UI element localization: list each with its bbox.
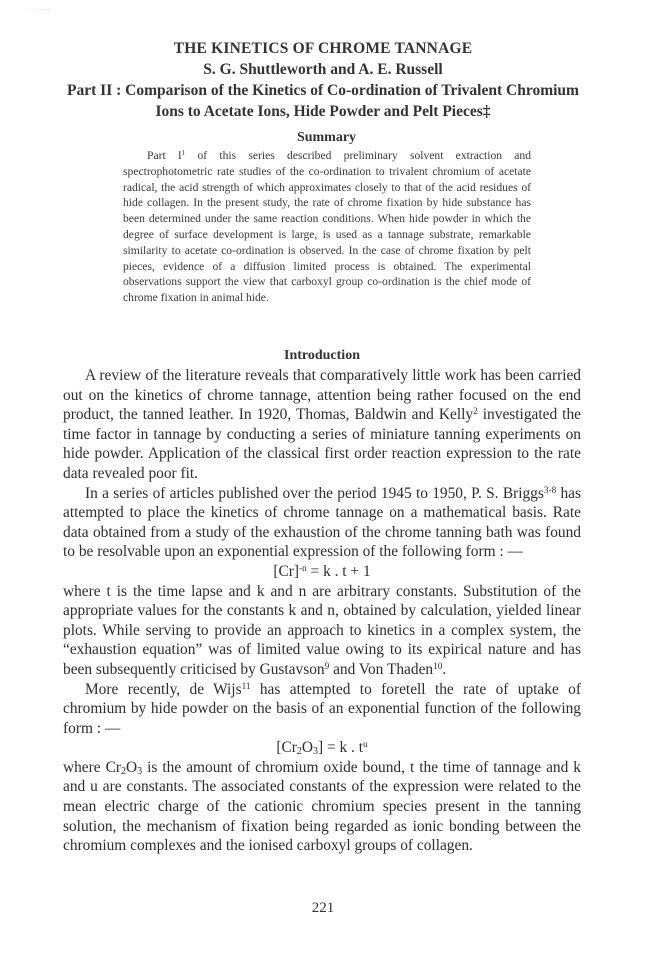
- equation-exponent: -n: [298, 562, 307, 573]
- equation-text: O: [301, 739, 313, 757]
- intro-paragraph-3: [63, 582, 581, 680]
- summary-text: of this series described preliminary solvent extraction and spectrophotometric rate studies of the co-ordination to trivalent chromium of acetate radical, the acid strength of which approximates closely to that of the acid residues of hide collagen. In the present study, the rate of chrome fixation by hide substance has been determined under the same reaction conditions. When hide powder in which the degree of surface development is large, is used as a tannage substrate, remarkable similarity to acetate co-ordination is observed. In the case of chrome fixation by pelt pieces, evidence of a diffusion limited process is obtained. The experimental observations support the view that carboxyl group co-ordination is the chief mode of chrome fixation in animal hide.: [123, 149, 532, 305]
- equation-subscript: 2: [296, 746, 302, 758]
- intro-paragraph-1: [63, 366, 581, 484]
- summary-heading: Summary: [296, 130, 357, 145]
- equation-exhaustion: [63, 562, 581, 582]
- summary-section: [123, 148, 531, 306]
- article-subtitle-line-2: Ions to Acetate Ions, Hide Powder and Pelt Pieces‡: [155, 103, 491, 120]
- paragraph-text: A review of the literature reveals that comparatively little work has been carried out on the kinetics of chrome tannage, attention being rather focused on the end product, the tanned leather. In 1920, Thomas, Baldwin and Kelly: [63, 367, 581, 424]
- equation-subscript: 3: [313, 746, 318, 758]
- equation-text: ] = k . t: [318, 739, 364, 757]
- reference-marker: 1: [181, 149, 186, 158]
- paragraph-text: More recently, de Wijs: [85, 680, 242, 698]
- summary-paragraph: [123, 148, 531, 306]
- article-subtitle-line-1: Part II : Comparison of the Kinetics of Co-ordination of Trivalent Chromium: [67, 82, 579, 99]
- paragraph-text: investigated the time factor in tannage by conducting a series of miniature tanning experiments on hide powder. Application of the classical first order reaction expression to the rate data revealed poor fit.: [63, 406, 581, 482]
- paragraph-text: .: [442, 660, 447, 678]
- paragraph-text: is the amount of chromium oxide bound, t the time of tannage and k and u are constants. The associated constants of the expression were related to the mean electric charge of the cationic chromium species present in the tanning solution, the mechanism of fixation being regarded as ionic bonding between the chromium complexes and the ionised carboxyl groups of collagen.: [63, 758, 581, 855]
- paragraph-text: In a series of articles published over the period 1945 to 1950, P. S. Briggs: [85, 484, 544, 502]
- reference-marker: 3-8: [543, 484, 557, 495]
- article-authors: S. G. Shuttleworth and A. E. Russell: [203, 61, 443, 78]
- paragraph-text: where Cr: [63, 758, 121, 776]
- intro-paragraph-2: [63, 484, 581, 562]
- page-number: 221: [311, 900, 335, 916]
- paragraph-text: where t is the time lapse and k and n are arbitrary constants. Substitution of the appropriate values for the constants k and n, obtained by calculation, yielded linear plots. While serving to provide an approach to kinetics in a complex system, the “exhaustion equation” was of limited value owing to its expirical nature and has been subsequently criticised by Gustavson: [63, 582, 581, 678]
- formula-subscript: 3: [137, 765, 143, 777]
- paragraph-text: has attempted to place the kinetics of chrome tannage on a mathematical basis. Rate data obtained from a study of the exhaustion of the chrome tanning bath was found to be resolvable upon an exponential expression of the following form : —: [63, 484, 581, 561]
- equation-text: [Cr]: [273, 562, 299, 580]
- introduction-heading: Introduction: [284, 348, 360, 363]
- article-title: THE KINETICS OF CHROME TANNAGE: [173, 40, 473, 57]
- paragraph-text: and Von Thaden: [329, 660, 434, 678]
- equation-text: = k . t + 1: [306, 562, 371, 580]
- reference-marker: 11: [241, 680, 251, 691]
- paragraph-text: has attempted to foretell the rate of uptake of chromium by hide powder on the basis of an exponential function of the following form : —: [63, 680, 581, 737]
- introduction-section: [63, 366, 581, 856]
- summary-text: Part I: [147, 149, 182, 162]
- intro-paragraph-4: [63, 680, 581, 739]
- scan-artifact-mark: · ···~·~: [28, 8, 51, 13]
- equation-de-wijs: [63, 738, 581, 758]
- reference-marker: 10: [433, 660, 443, 671]
- reference-marker: 9: [324, 660, 330, 671]
- intro-paragraph-5: [63, 758, 581, 856]
- equation-text: [Cr: [276, 739, 297, 757]
- formula-subscript: 2: [121, 765, 126, 777]
- article-header: [40, 38, 606, 122]
- reference-marker: 2: [473, 406, 478, 417]
- equation-exponent: u: [363, 739, 368, 750]
- paragraph-text: O: [126, 758, 138, 776]
